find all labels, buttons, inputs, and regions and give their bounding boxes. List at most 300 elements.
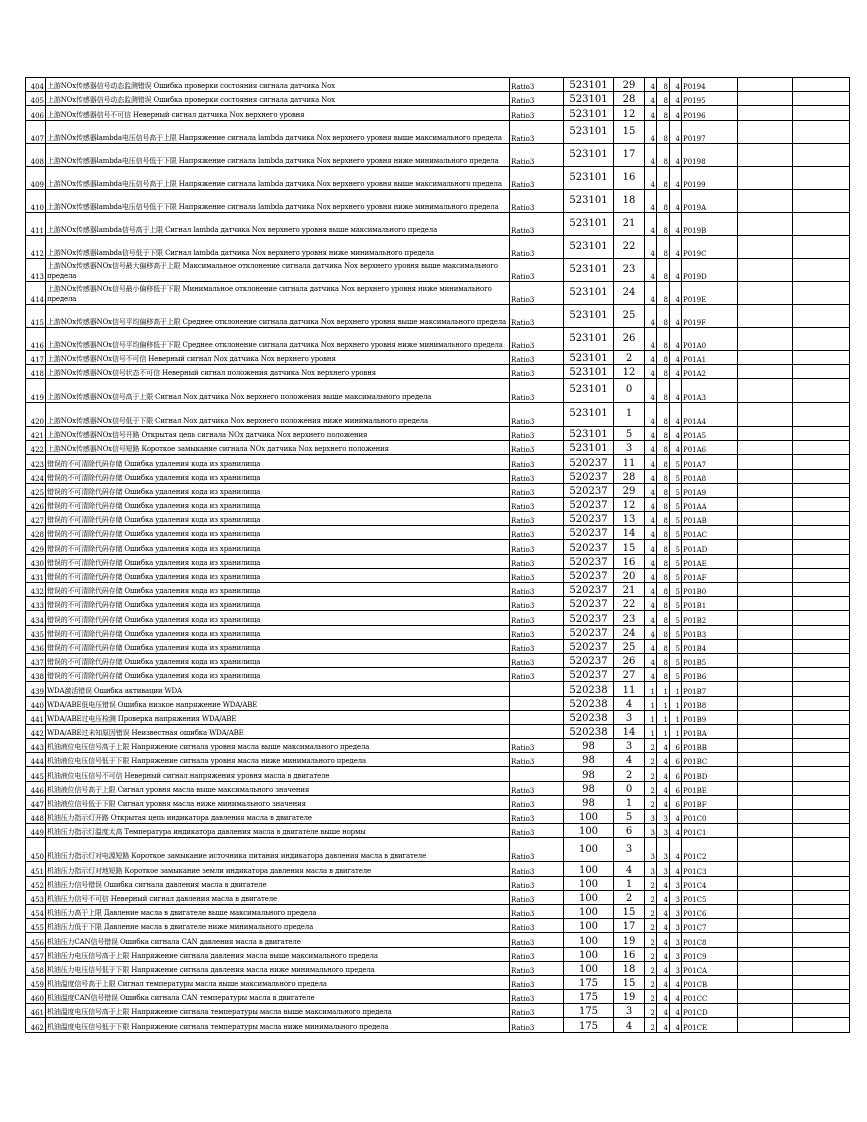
fault-description: 机油液位电压信号低于下限 Напряжение сигнала уровня масла ниже минимального предела — [46, 753, 510, 767]
dtc-code-cell: P01CD — [682, 1004, 738, 1018]
param-b-cell: 8 — [657, 235, 670, 258]
row-number: 411 — [26, 212, 46, 235]
fault-description: 机油液位电压信号高于上限 Напряжение сигнала уровня масла выше максимального предела — [46, 739, 510, 753]
param-a-cell: 4 — [645, 611, 657, 625]
param-a-cell: 2 — [645, 1018, 657, 1032]
blank-cell-2 — [793, 781, 850, 795]
fmi-cell: 18 — [614, 961, 645, 975]
param-b-cell: 8 — [657, 625, 670, 639]
table-row — [26, 739, 850, 753]
fmi-cell: 1 — [614, 795, 645, 809]
fault-description: 机油压力信号错误 Ошибка сигнала давления масла в двигателе — [46, 876, 510, 890]
fmi-cell: 2 — [614, 767, 645, 781]
fmi-cell: 25 — [614, 639, 645, 653]
spn-cell: 175 — [564, 1018, 614, 1032]
ratio-cell — [510, 767, 564, 781]
blank-cell-1 — [738, 78, 793, 92]
fmi-cell: 12 — [614, 106, 645, 120]
param-c-cell: 6 — [670, 767, 682, 781]
param-b-cell: 8 — [657, 258, 670, 281]
param-a-cell: 2 — [645, 739, 657, 753]
table-row — [26, 975, 850, 989]
table-row — [26, 426, 850, 440]
fmi-cell: 19 — [614, 933, 645, 947]
param-c-cell: 5 — [670, 469, 682, 483]
param-b-cell: 8 — [657, 540, 670, 554]
row-number: 446 — [26, 781, 46, 795]
table-row — [26, 611, 850, 625]
dtc-code-cell: P019F — [682, 304, 738, 327]
param-c-cell: 4 — [670, 1004, 682, 1018]
param-a-cell: 4 — [645, 304, 657, 327]
row-number: 436 — [26, 639, 46, 653]
param-c-cell: 4 — [670, 235, 682, 258]
row-number: 460 — [26, 990, 46, 1004]
param-c-cell: 5 — [670, 597, 682, 611]
blank-cell-2 — [793, 919, 850, 933]
dtc-code-cell: P01AF — [682, 568, 738, 582]
fmi-cell: 20 — [614, 568, 645, 582]
param-b-cell: 4 — [657, 933, 670, 947]
blank-cell-1 — [738, 824, 793, 838]
param-b-cell: 4 — [657, 975, 670, 989]
spn-cell: 100 — [564, 838, 614, 862]
fault-code-table — [25, 77, 850, 1033]
ratio-cell: Ratio3 — [510, 327, 564, 350]
blank-cell-2 — [793, 568, 850, 582]
spn-cell: 520237 — [564, 668, 614, 682]
fault-description: 上游NOx传感器NOx信号平均偏移低于下限 Среднее отклонение сигнала датчика Nox верхнего уровня ниже минимального предела — [46, 327, 510, 350]
blank-cell-2 — [793, 378, 850, 402]
param-b-cell: 4 — [657, 1018, 670, 1032]
row-number: 453 — [26, 890, 46, 904]
param-b-cell: 8 — [657, 497, 670, 511]
blank-cell-1 — [738, 92, 793, 106]
table-row — [26, 919, 850, 933]
param-c-cell: 3 — [670, 876, 682, 890]
param-b-cell: 8 — [657, 166, 670, 189]
fmi-cell: 4 — [614, 1018, 645, 1032]
table-row — [26, 597, 850, 611]
table-row — [26, 781, 850, 795]
param-b-cell: 8 — [657, 402, 670, 426]
param-a-cell: 1 — [645, 696, 657, 710]
spn-cell: 523101 — [564, 426, 614, 440]
fmi-cell: 4 — [614, 862, 645, 876]
ratio-cell: Ratio3 — [510, 540, 564, 554]
param-b-cell: 8 — [657, 441, 670, 455]
table-row — [26, 795, 850, 809]
spn-cell: 523101 — [564, 143, 614, 166]
fmi-cell: 4 — [614, 696, 645, 710]
param-a-cell: 2 — [645, 947, 657, 961]
fmi-cell: 23 — [614, 258, 645, 281]
table-row — [26, 350, 850, 364]
row-number: 454 — [26, 904, 46, 918]
ratio-cell: Ratio3 — [510, 568, 564, 582]
row-number: 423 — [26, 455, 46, 469]
spn-cell: 98 — [564, 739, 614, 753]
param-b-cell: 4 — [657, 961, 670, 975]
ratio-cell: Ratio3 — [510, 166, 564, 189]
fmi-cell: 22 — [614, 597, 645, 611]
ratio-cell: Ratio3 — [510, 469, 564, 483]
ratio-cell: Ratio3 — [510, 947, 564, 961]
param-b-cell: 8 — [657, 92, 670, 106]
table-row — [26, 583, 850, 597]
fmi-cell: 3 — [614, 710, 645, 724]
blank-cell-2 — [793, 710, 850, 724]
row-number: 447 — [26, 795, 46, 809]
dtc-code-cell: P01A4 — [682, 402, 738, 426]
fmi-cell: 0 — [614, 781, 645, 795]
param-a-cell: 2 — [645, 933, 657, 947]
dtc-code-cell: P01C4 — [682, 876, 738, 890]
table-row — [26, 904, 850, 918]
ratio-cell: Ratio3 — [510, 975, 564, 989]
table-row — [26, 378, 850, 402]
param-c-cell: 3 — [670, 933, 682, 947]
fault-description: 上游NOx传感器NOx信号开路 Открытая цепь сигнала NOx датчика Nox верхнего положения — [46, 426, 510, 440]
param-a-cell: 4 — [645, 668, 657, 682]
dtc-code-cell: P01C6 — [682, 904, 738, 918]
param-b-cell: 8 — [657, 512, 670, 526]
row-number: 440 — [26, 696, 46, 710]
fmi-cell: 11 — [614, 455, 645, 469]
fmi-cell: 16 — [614, 947, 645, 961]
param-b-cell: 3 — [657, 810, 670, 824]
dtc-code-cell: P01C2 — [682, 838, 738, 862]
param-b-cell: 4 — [657, 919, 670, 933]
row-number: 435 — [26, 625, 46, 639]
fmi-cell: 5 — [614, 426, 645, 440]
blank-cell-1 — [738, 455, 793, 469]
blank-cell-2 — [793, 947, 850, 961]
dtc-code-cell: P019E — [682, 281, 738, 304]
row-number: 418 — [26, 364, 46, 378]
row-number: 437 — [26, 653, 46, 667]
param-b-cell: 8 — [657, 281, 670, 304]
blank-cell-2 — [793, 364, 850, 378]
param-c-cell: 4 — [670, 378, 682, 402]
spn-cell: 100 — [564, 810, 614, 824]
ratio-cell: Ratio3 — [510, 189, 564, 212]
param-c-cell: 5 — [670, 653, 682, 667]
fmi-cell: 22 — [614, 235, 645, 258]
ratio-cell: Ratio3 — [510, 890, 564, 904]
param-a-cell: 4 — [645, 378, 657, 402]
row-number: 426 — [26, 497, 46, 511]
row-number: 422 — [26, 441, 46, 455]
blank-cell-1 — [738, 1018, 793, 1032]
spn-cell: 523101 — [564, 166, 614, 189]
param-a-cell: 2 — [645, 961, 657, 975]
ratio-cell — [510, 696, 564, 710]
param-c-cell: 4 — [670, 364, 682, 378]
table-row — [26, 668, 850, 682]
blank-cell-2 — [793, 682, 850, 696]
spn-cell: 100 — [564, 904, 614, 918]
table-row — [26, 78, 850, 92]
blank-cell-2 — [793, 483, 850, 497]
blank-cell-2 — [793, 904, 850, 918]
blank-cell-1 — [738, 696, 793, 710]
row-number: 429 — [26, 540, 46, 554]
blank-cell-2 — [793, 540, 850, 554]
table-row — [26, 469, 850, 483]
fault-description: 错误的不可清除代码存储 Ошибка удаления кода из хранилища — [46, 526, 510, 540]
dtc-code-cell: P01B6 — [682, 668, 738, 682]
fault-description: WDA/ABE低电压错误 Ошибка низкое напряжение WDA/ABE — [46, 696, 510, 710]
param-a-cell: 4 — [645, 106, 657, 120]
blank-cell-1 — [738, 876, 793, 890]
blank-cell-1 — [738, 639, 793, 653]
ratio-cell: Ratio3 — [510, 258, 564, 281]
ratio-cell: Ratio3 — [510, 862, 564, 876]
param-a-cell: 4 — [645, 350, 657, 364]
fmi-cell: 12 — [614, 364, 645, 378]
table-row — [26, 327, 850, 350]
blank-cell-1 — [738, 512, 793, 526]
blank-cell-1 — [738, 483, 793, 497]
fmi-cell: 1 — [614, 402, 645, 426]
fmi-cell: 6 — [614, 824, 645, 838]
blank-cell-2 — [793, 862, 850, 876]
spn-cell: 175 — [564, 990, 614, 1004]
dtc-code-cell: P0197 — [682, 120, 738, 143]
fmi-cell: 14 — [614, 724, 645, 738]
dtc-code-cell: P019A — [682, 189, 738, 212]
row-number: 405 — [26, 92, 46, 106]
dtc-code-cell: P01BD — [682, 767, 738, 781]
ratio-cell: Ratio3 — [510, 402, 564, 426]
blank-cell-1 — [738, 862, 793, 876]
blank-cell-2 — [793, 639, 850, 653]
fault-description: 机油温度信号高于上限 Сигнал температуры масла выше максимального предела — [46, 975, 510, 989]
param-a-cell: 3 — [645, 862, 657, 876]
row-number: 420 — [26, 402, 46, 426]
param-b-cell: 8 — [657, 143, 670, 166]
row-number: 404 — [26, 78, 46, 92]
table-row — [26, 876, 850, 890]
blank-cell-2 — [793, 739, 850, 753]
blank-cell-2 — [793, 455, 850, 469]
blank-cell-2 — [793, 512, 850, 526]
row-number: 452 — [26, 876, 46, 890]
fmi-cell: 25 — [614, 304, 645, 327]
param-a-cell: 2 — [645, 975, 657, 989]
param-b-cell: 4 — [657, 904, 670, 918]
row-number: 415 — [26, 304, 46, 327]
param-a-cell: 4 — [645, 212, 657, 235]
fmi-cell: 11 — [614, 682, 645, 696]
fault-description: 机油压力指示灯温度太高 Температура индикатора давления масла в двигателе выше нормы — [46, 824, 510, 838]
fmi-cell: 15 — [614, 975, 645, 989]
fault-description: 上游NOx传感器lambda信号高于上限 Сигнал lambda датчика Nox верхнего уровня выше максимального предела — [46, 212, 510, 235]
ratio-cell: Ratio3 — [510, 583, 564, 597]
blank-cell-1 — [738, 166, 793, 189]
spn-cell: 520237 — [564, 554, 614, 568]
param-c-cell: 4 — [670, 975, 682, 989]
row-number: 409 — [26, 166, 46, 189]
blank-cell-1 — [738, 890, 793, 904]
ratio-cell: Ratio3 — [510, 1004, 564, 1018]
table-row — [26, 653, 850, 667]
param-a-cell: 4 — [645, 441, 657, 455]
param-c-cell: 1 — [670, 724, 682, 738]
table-row — [26, 364, 850, 378]
blank-cell-1 — [738, 1004, 793, 1018]
ratio-cell: Ratio3 — [510, 933, 564, 947]
table-row — [26, 540, 850, 554]
table-row — [26, 235, 850, 258]
ratio-cell: Ratio3 — [510, 904, 564, 918]
fmi-cell: 2 — [614, 350, 645, 364]
blank-cell-2 — [793, 304, 850, 327]
blank-cell-2 — [793, 327, 850, 350]
param-a-cell: 2 — [645, 781, 657, 795]
row-number: 456 — [26, 933, 46, 947]
spn-cell: 100 — [564, 862, 614, 876]
param-a-cell: 4 — [645, 426, 657, 440]
param-b-cell: 8 — [657, 304, 670, 327]
spn-cell: 523101 — [564, 378, 614, 402]
param-c-cell: 4 — [670, 106, 682, 120]
fault-description: 上游NOx传感器NOx信号状态不可信 Неверный сигнал положения датчика Nox верхнего уровня — [46, 364, 510, 378]
fmi-cell: 26 — [614, 653, 645, 667]
blank-cell-2 — [793, 497, 850, 511]
spn-cell: 520237 — [564, 469, 614, 483]
dtc-code-cell: P01B0 — [682, 583, 738, 597]
spn-cell: 523101 — [564, 441, 614, 455]
blank-cell-2 — [793, 350, 850, 364]
spn-cell: 520237 — [564, 597, 614, 611]
fmi-cell: 21 — [614, 583, 645, 597]
blank-cell-2 — [793, 1004, 850, 1018]
ratio-cell: Ratio3 — [510, 78, 564, 92]
fault-description: 上游NOx传感器NOx信号不可信 Неверный сигнал Nox датчика Nox верхнего уровня — [46, 350, 510, 364]
param-b-cell: 8 — [657, 526, 670, 540]
param-b-cell: 8 — [657, 483, 670, 497]
fault-description: 机油温度电压信号高于上限 Напряжение сигнала температуры масла выше максимального предела — [46, 1004, 510, 1018]
ratio-cell: Ratio3 — [510, 597, 564, 611]
row-number: 419 — [26, 378, 46, 402]
table-row — [26, 639, 850, 653]
row-number: 414 — [26, 281, 46, 304]
dtc-code-cell: P01CB — [682, 975, 738, 989]
table-row — [26, 810, 850, 824]
blank-cell-2 — [793, 824, 850, 838]
param-c-cell: 4 — [670, 441, 682, 455]
param-b-cell: 4 — [657, 990, 670, 1004]
param-c-cell: 4 — [670, 350, 682, 364]
row-number: 455 — [26, 919, 46, 933]
ratio-cell: Ratio3 — [510, 143, 564, 166]
spn-cell: 520237 — [564, 540, 614, 554]
table-row — [26, 947, 850, 961]
ratio-cell: Ratio3 — [510, 554, 564, 568]
fmi-cell: 0 — [614, 378, 645, 402]
ratio-cell: Ratio3 — [510, 512, 564, 526]
spn-cell: 520237 — [564, 455, 614, 469]
param-a-cell: 4 — [645, 455, 657, 469]
blank-cell-2 — [793, 78, 850, 92]
dtc-code-cell: P01A5 — [682, 426, 738, 440]
ratio-cell: Ratio3 — [510, 824, 564, 838]
fault-description: 上游NOx传感器lambda信号低于下限 Сигнал lambda датчика Nox верхнего уровня ниже минимального предела — [46, 235, 510, 258]
blank-cell-2 — [793, 767, 850, 781]
fmi-cell: 23 — [614, 611, 645, 625]
ratio-cell — [510, 682, 564, 696]
dtc-code-cell: P01AB — [682, 512, 738, 526]
fault-description: 错误的不可清除代码存储 Ошибка удаления кода из хранилища — [46, 611, 510, 625]
fmi-cell: 21 — [614, 212, 645, 235]
ratio-cell: Ratio3 — [510, 441, 564, 455]
param-a-cell: 1 — [645, 724, 657, 738]
spn-cell: 520237 — [564, 497, 614, 511]
param-c-cell: 5 — [670, 568, 682, 582]
row-number: 451 — [26, 862, 46, 876]
param-a-cell: 2 — [645, 890, 657, 904]
param-c-cell: 4 — [670, 327, 682, 350]
table-row — [26, 696, 850, 710]
dtc-code-cell: P01C0 — [682, 810, 738, 824]
spn-cell: 520237 — [564, 483, 614, 497]
spn-cell: 520237 — [564, 653, 614, 667]
row-number: 425 — [26, 483, 46, 497]
param-a-cell: 4 — [645, 653, 657, 667]
spn-cell: 100 — [564, 933, 614, 947]
fmi-cell: 4 — [614, 753, 645, 767]
fmi-cell: 14 — [614, 526, 645, 540]
spn-cell: 520237 — [564, 512, 614, 526]
table-row — [26, 890, 850, 904]
dtc-code-cell: P01A7 — [682, 455, 738, 469]
table-row — [26, 568, 850, 582]
spn-cell: 100 — [564, 947, 614, 961]
blank-cell-1 — [738, 350, 793, 364]
table-row — [26, 281, 850, 304]
param-c-cell: 3 — [670, 947, 682, 961]
fault-description: 错误的不可清除代码存储 Ошибка удаления кода из хранилища — [46, 554, 510, 568]
param-a-cell: 4 — [645, 625, 657, 639]
blank-cell-1 — [738, 739, 793, 753]
ratio-cell: Ratio3 — [510, 838, 564, 862]
fmi-cell: 29 — [614, 78, 645, 92]
blank-cell-2 — [793, 426, 850, 440]
param-c-cell: 4 — [670, 810, 682, 824]
fault-description: 上游NOx传感器信号动态监测错误 Ошибка проверки состояния сигнала датчика Nox — [46, 92, 510, 106]
param-a-cell: 4 — [645, 568, 657, 582]
row-number: 417 — [26, 350, 46, 364]
dtc-code-cell: P01A8 — [682, 469, 738, 483]
row-number: 458 — [26, 961, 46, 975]
blank-cell-1 — [738, 682, 793, 696]
blank-cell-1 — [738, 904, 793, 918]
param-c-cell: 4 — [670, 1018, 682, 1032]
row-number: 450 — [26, 838, 46, 862]
dtc-code-cell: P01C1 — [682, 824, 738, 838]
row-number: 430 — [26, 554, 46, 568]
blank-cell-2 — [793, 554, 850, 568]
param-b-cell: 3 — [657, 838, 670, 862]
blank-cell-2 — [793, 724, 850, 738]
spn-cell: 100 — [564, 919, 614, 933]
blank-cell-1 — [738, 143, 793, 166]
param-b-cell: 8 — [657, 554, 670, 568]
blank-cell-2 — [793, 92, 850, 106]
param-b-cell: 4 — [657, 767, 670, 781]
